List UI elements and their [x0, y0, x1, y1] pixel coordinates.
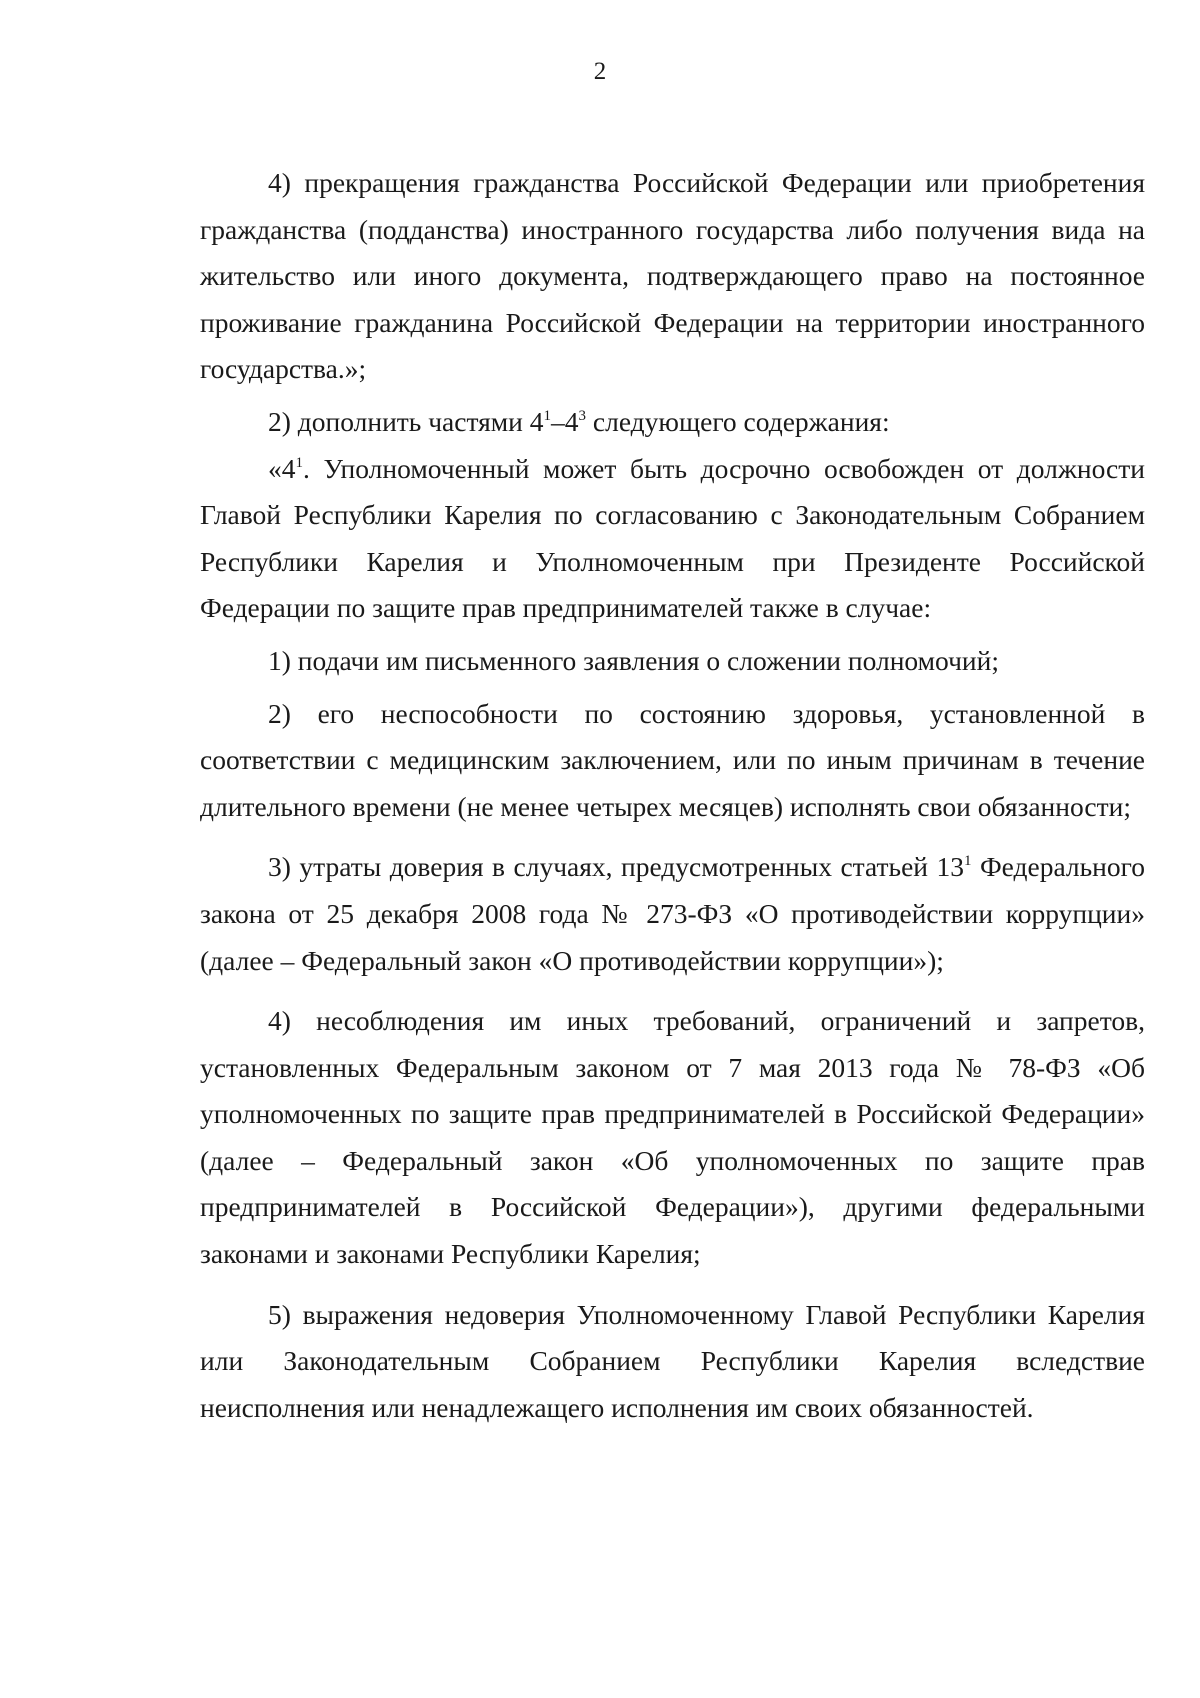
amendment-intro-range: –4: [551, 405, 579, 437]
amendment-intro-tail: следующего содержания:: [586, 405, 890, 437]
paragraph-item-3: [200, 844, 1145, 984]
paragraph-item-5: 5) выражения недоверия Уполномоченному Главой Республики Карелия или Законодательным Собранием Республики Карелия вследствие неисполнения или ненадлежащего исполнения им своих обязанностей.: [200, 1298, 1145, 1423]
superscript: 1: [543, 407, 552, 424]
item-3-text: 3) утраты доверия в случаях, предусмотренных статьей 13: [268, 851, 964, 883]
part-text: . Уполномоченный может быть досрочно освобожден от должности Главой Республики Карелия по согласованию с Законодательным Собранием Республики Карелия и Уполномоченным при Президенте Российской Федерации по защите прав предпринимателей также в случае:: [200, 452, 1145, 624]
paragraph-amendment-intro: [200, 399, 1145, 446]
paragraph-part-4-1: [200, 446, 1145, 632]
paragraph-item-4: 4) несоблюдения им иных требований, ограничений и запретов, установленных Федеральным законом от 7 мая 2013 года № 78-ФЗ «Об уполномоченных по защите прав предпринимателей в Российской Федерации» (далее – Федеральный закон «Об уполномоченных по защите прав предпринимателей в Российской Федерации»), другими федеральными законами и законами Республики Карелия;: [200, 1005, 1145, 1270]
paragraph-item-1: 1) подачи им письменного заявления о сложении полномочий;: [268, 644, 999, 676]
amendment-intro-text: 2) дополнить частями 4: [268, 405, 544, 437]
page-number: 2: [593, 58, 607, 85]
paragraph-item-4-termination: 4) прекращения гражданства Российской Федерации или приобретения гражданства (подданства) иностранного государства либо получения вида на жительство или иного документа, подтверждающего право на постоянное проживание гражданина Российской Федерации на территории иностранного государства.»;: [200, 167, 1145, 385]
superscript: 3: [578, 407, 587, 424]
superscript: 1: [295, 454, 303, 471]
document-body: [200, 160, 1145, 1431]
paragraph-item-2: 2) его неспособности по состоянию здоровья, установленной в соответствии с медицинским заключением, или по иным причинам в течение длительного времени (не менее четырех месяцев) исполнять свои обязанности;: [200, 697, 1145, 822]
superscript: 1: [963, 853, 972, 870]
item-3-tail: Федерального закона от 25 декабря 2008 года № 273-ФЗ «О противодействии коррупции» (далее – Федеральный закон «О противодействии коррупции»);: [200, 851, 1145, 976]
part-number: «4: [268, 452, 296, 484]
